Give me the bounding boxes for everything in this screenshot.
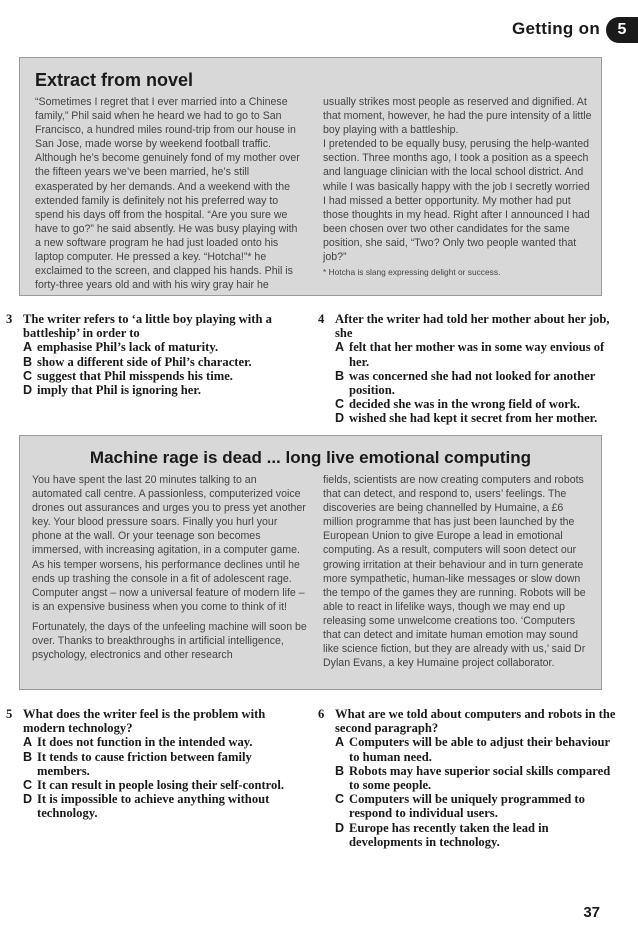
- answer-option[interactable]: [318, 735, 618, 763]
- answer-option[interactable]: [318, 397, 610, 411]
- extract-left-column: [35, 95, 303, 292]
- question-stem: What does the writer feel is the problem with modern technology?: [23, 707, 266, 736]
- unit-number-tab: 5: [606, 17, 638, 43]
- option-text: Europe has recently taken the lead in developments in technology.: [349, 820, 549, 849]
- option-letter: D: [335, 820, 345, 835]
- extract-paragraph: I pretended to be equally busy, perusing the help-wanted section. Three months ago, I took a position as a speech and language clinician with the local school district. And while I was basically happy with the job I secretly worried I had missed a better opportunity. My mother had put those thoughts in my head. Right after I announced I had been chosen over two other candidates for the same position, she said, “Two? Only two people wanted that job?”: [323, 138, 590, 264]
- option-text: suggest that Phil misspends his time.: [37, 368, 233, 383]
- option-letter: C: [23, 778, 33, 793]
- answer-option[interactable]: [318, 411, 610, 425]
- option-letter: B: [335, 368, 345, 383]
- option-text: Robots may have superior social skills compared to some people.: [349, 763, 611, 793]
- article-paragraph: You have spent the last 20 minutes talking to an automated call centre. A passionless, computerized voice drones out assurances and urges you to press yet another key. Your blood pressure soars. Finally you hurl your phone at the wall. Or your teenage son becomes immersed, with increasing agitation, in a computer game. As his temper worsens, his performance declines until he ends up trashing the console in a fit of adolescent rage. Computer angst – now a universal feature of modern life – is an expensive business when you come to think of it!: [32, 474, 306, 613]
- answer-option[interactable]: [6, 792, 306, 820]
- question-3: [6, 312, 291, 397]
- answer-option[interactable]: [6, 735, 306, 749]
- article-paragraph: Fortunately, the days of the unfeeling machine will soon be over. Thanks to breakthroughs in artificial intelligence, psychology, electronics and other research: [32, 620, 307, 662]
- option-text: It can result in people losing their self-control.: [37, 778, 284, 793]
- extract-title: Extract from novel: [35, 70, 194, 90]
- article-right-column: [323, 473, 593, 670]
- option-letter: C: [23, 368, 33, 383]
- answer-option[interactable]: [6, 383, 291, 397]
- question-5: [6, 707, 306, 821]
- option-text: decided she was in the wrong field of work.: [349, 397, 581, 412]
- article-title: Machine rage is dead ... long live emotional computing: [89, 448, 532, 467]
- option-text: It is impossible to achieve anything without technology.: [37, 792, 270, 821]
- article-left-column: [32, 473, 308, 662]
- option-letter: C: [335, 397, 345, 412]
- answer-option[interactable]: [318, 369, 610, 397]
- answer-option[interactable]: [6, 778, 306, 792]
- answer-option[interactable]: [6, 750, 306, 778]
- option-letter: B: [23, 354, 33, 369]
- option-letter: D: [23, 792, 33, 807]
- option-text: wished she had kept it secret from her mother.: [349, 411, 598, 426]
- option-letter: C: [335, 792, 345, 807]
- option-text: show a different side of Phil’s character.: [37, 354, 252, 369]
- option-text: felt that her mother was in some way envious of her.: [349, 340, 605, 369]
- option-text: emphasise Phil’s lack of maturity.: [37, 340, 219, 355]
- option-letter: A: [23, 340, 33, 355]
- answer-option[interactable]: [6, 340, 291, 354]
- answer-option[interactable]: [318, 340, 610, 368]
- question-number: 3: [6, 312, 13, 326]
- question-stem: What are we told about computers and robots in the second paragraph?: [335, 707, 616, 736]
- option-letter: D: [335, 411, 345, 426]
- option-text: Computers will be uniquely programmed to respond to individual users.: [349, 792, 585, 821]
- extract-box: [19, 57, 602, 296]
- question-number: 5: [6, 707, 13, 721]
- option-text: It tends to cause friction between family members.: [37, 749, 252, 778]
- article-box: [19, 435, 602, 690]
- section-title: Getting on: [512, 19, 600, 38]
- answer-option[interactable]: [318, 821, 618, 849]
- question-6: [318, 707, 618, 849]
- option-text: was concerned she had not looked for another position.: [349, 368, 596, 398]
- article-paragraph: fields, scientists are now creating computers and robots that can detect, and respond to, users’ feelings. The discoveries are being channelled by Humaine, a £6 million programme that has just been launched by the European Union to give Europe a lead in emotional computing. As a result, computers will soon detect our growing irritation at their behaviour and in turn generate more sympathetic, human-like messages or slow down the tempo of the games they are running. Robots will be able to react in lifelike ways, though we may end up releasing some unwelcome creations too. ‘Computers that can detect and imitate human emotion may sound like science fiction, but they are already with us,’ said Dr Dylan Evans, a key Humaine project collaborator.: [323, 474, 586, 670]
- extract-right-column: [323, 95, 593, 264]
- extract-paragraph: “Sometimes I regret that I ever married into a Chinese family,” Phil said when he heard we had to go to San Francisco, a hundred miles round-trip from our house in San Jose, made worse by weekend football traffic. Although he’s become genuinely fond of my mother over the fifteen years we’ve been married, he’s still exasperated by her demands. And a weekend with the extended family is definitely not his preferred way to spend his days off from the hospital. “Are you sure we have to go?” he said absently. He was busy playing with a new software program he had just loaded onto his laptop computer. He pressed a key. “Hotcha!”* he exclaimed to the screen, and clapped his hands. Phil is forty-three years old and with his wiry gray hair he: [35, 96, 300, 292]
- question-number: 6: [318, 707, 325, 721]
- option-letter: A: [23, 735, 33, 750]
- option-letter: D: [23, 383, 33, 398]
- extract-paragraph: usually strikes most people as reserved and dignified. At that moment, however, he had the pure intensity of a little boy playing with a battleship.: [323, 96, 592, 137]
- option-text: It does not function in the intended way.: [37, 735, 253, 750]
- option-text: Computers will be able to adjust their behaviour to human need.: [349, 735, 610, 764]
- option-letter: B: [335, 763, 345, 778]
- question-number: 4: [318, 312, 325, 326]
- option-letter: B: [23, 749, 33, 764]
- question-4: [318, 312, 610, 426]
- option-letter: A: [335, 340, 345, 355]
- answer-option[interactable]: [6, 369, 291, 383]
- answer-option[interactable]: [318, 792, 618, 820]
- page-number: 37: [583, 904, 600, 921]
- question-stem: The writer refers to ‘a little boy playing with a battleship’ in order to: [23, 312, 272, 341]
- answer-option[interactable]: [6, 355, 291, 369]
- answer-option[interactable]: [318, 764, 618, 792]
- option-letter: A: [335, 735, 345, 750]
- option-text: imply that Phil is ignoring her.: [37, 383, 201, 398]
- question-stem: After the writer had told her mother about her job, she: [335, 312, 610, 341]
- footnote: * Hotcha is slang expressing delight or success.: [323, 267, 501, 277]
